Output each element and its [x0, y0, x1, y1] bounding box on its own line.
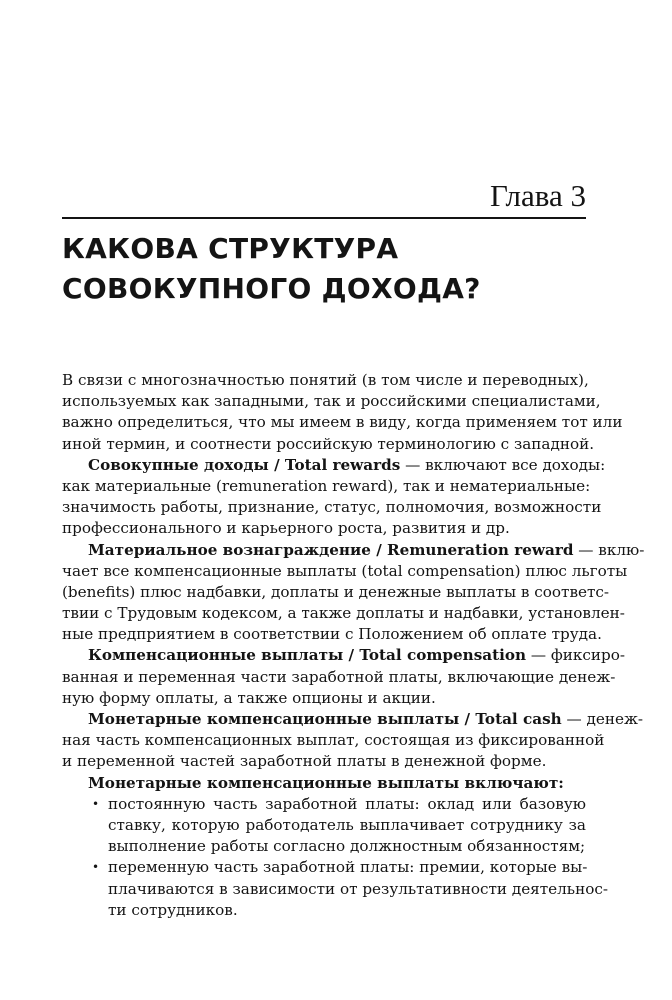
list-heading-text: Монетарные компенсационные выплаты включают:	[88, 773, 564, 792]
text-line: используемых как западными, так и российскими специалистами,	[62, 392, 601, 411]
chapter-title	[62, 229, 481, 309]
bullet-icon: •	[92, 796, 100, 811]
list-item	[62, 794, 586, 858]
text-line	[62, 455, 606, 476]
text-line: твии с Трудовым кодексом, а также доплаты и надбавки, установлен-	[62, 604, 625, 623]
text-line: выполнение работы согласно должностным обязанностям;	[108, 837, 586, 856]
text-line	[62, 540, 645, 561]
text-line: (benefits) плюс надбавки, доплаты и денежные выплаты в соответс-	[62, 582, 610, 601]
text-line: ти сотрудников.	[108, 900, 238, 919]
term: Совокупные доходы / Total rewards	[88, 455, 401, 474]
bullet-list	[62, 794, 608, 921]
chapter-label: Глава 3	[489, 178, 586, 213]
definition-start: — фиксиро-	[526, 646, 626, 665]
text-line	[62, 645, 626, 666]
definition-remuneration-reward	[62, 540, 645, 646]
text-line: и переменной частей заработной платы в денежной форме.	[62, 752, 547, 771]
text-line	[62, 773, 586, 794]
text-line: профессионального и карьерного роста, развития и др.	[62, 519, 510, 538]
text-line: как материальные (remuneration reward), так и нематериальные:	[62, 476, 591, 495]
definition-total-compensation	[62, 645, 626, 709]
text-line: чает все компенсационные выплаты (total compensation) плюс льготы	[62, 561, 628, 580]
text-line: значимость работы, признание, статус, полномочия, возможности	[62, 498, 602, 517]
text-line: иной термин, и соотнести российскую терминологию с западной.	[62, 434, 595, 453]
definition-total-rewards	[62, 455, 606, 540]
text-line: плачиваются в зависимости от результативности деятельнос-	[108, 879, 608, 898]
definition-start: — включают все доходы:	[400, 455, 606, 474]
text-line: В связи с многозначностью понятий (в том числе и переводных),	[62, 371, 589, 389]
chapter-divider	[62, 217, 586, 219]
text-line: ную форму оплаты, а также опционы и акции.	[62, 688, 436, 707]
text-line: важно определиться, что мы имеем в виду, когда применяем тот или	[62, 413, 623, 432]
bullet-icon: •	[92, 860, 100, 875]
list-item	[62, 857, 608, 921]
text-line: ная часть компенсационных выплат, состоящая из фиксированной	[62, 731, 605, 750]
text-line	[62, 709, 644, 730]
text-line: ставку, которую работодатель выплачивает сотруднику за	[108, 815, 586, 834]
text-line: ванная и переменная части заработной платы, включающие денеж-	[62, 667, 616, 686]
definition-start: — вклю-	[573, 540, 645, 559]
definition-start: — денеж-	[561, 710, 644, 728]
term: Компенсационные выплаты / Total compensation	[88, 646, 527, 665]
definition-total-cash	[62, 709, 644, 773]
text-line: переменную часть заработной платы: премии, которые вы-	[108, 858, 588, 877]
list-heading	[62, 773, 586, 794]
chapter-title-line: КАКОВА СТРУКТУРА	[62, 232, 399, 265]
term: Монетарные компенсационные выплаты / Total cash	[88, 710, 562, 728]
text-line: постоянную часть заработной платы: оклад или базовую	[108, 794, 586, 813]
chapter-title-line: СОВОКУПНОГО ДОХОДА?	[62, 272, 481, 305]
term: Материальное вознаграждение / Remuneration reward	[88, 540, 574, 559]
chapter-body	[62, 370, 645, 921]
text-line: ные предприятием в соответствии с Положением об оплате труда.	[62, 625, 602, 644]
intro-paragraph	[62, 370, 623, 455]
